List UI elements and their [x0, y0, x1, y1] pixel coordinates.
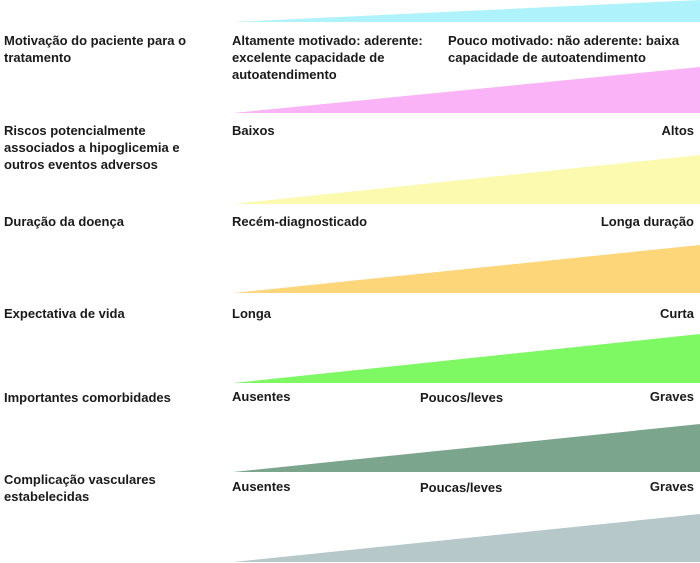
factor-disease-duration: Duração da doença: [4, 214, 124, 229]
wedge-motivation: [233, 0, 700, 22]
scale-left-hypoglycemia-risk: Baixos: [232, 123, 275, 138]
factor-vascular-complications: Complicação vasculares estabelecidas: [4, 472, 156, 504]
scale-left-disease-duration: Recém-diagnosticado: [232, 214, 368, 229]
factor-comorbidities: Importantes comorbidades: [4, 390, 171, 405]
scale-mid-comorbidities: Poucos/leves: [420, 390, 504, 405]
scale-left-life-expectancy: Longa: [232, 306, 271, 321]
wedge-disease-duration: [233, 155, 700, 204]
wedge-comorbidities: [233, 334, 700, 383]
scale-right-life-expectancy: Curta: [660, 306, 694, 321]
scale-right-comorbidities: Graves: [649, 389, 694, 404]
wedge-life-expectancy: [233, 245, 700, 293]
scale-left-comorbidities: Ausentes: [232, 389, 291, 404]
factor-hypoglycemia-risk: Riscos potencialmente associados a hipoglicemia e outros eventos adversos: [4, 123, 180, 172]
scale-left-vascular-complications: Ausentes: [232, 479, 291, 494]
factor-life-expectancy: Expectativa de vida: [4, 306, 125, 321]
scale-right-hypoglycemia-risk: Altos: [661, 123, 694, 138]
scale-right-motivation: Pouco motivado: não aderente: baixa capacidade de autoatendimento: [448, 33, 680, 65]
scale-mid-vascular-complications: Poucas/leves: [420, 480, 503, 495]
scale-left-motivation: Altamente motivado: aderente: excelente capacidade de autoatendimento: [232, 33, 423, 82]
wedge-vascular-complications: [233, 424, 700, 472]
factor-motivation: Motivação do paciente para o tratamento: [4, 33, 187, 65]
scale-right-vascular-complications: Graves: [649, 479, 694, 494]
scale-right-disease-duration: Longa duração: [600, 214, 694, 229]
wedge-extra: [233, 514, 700, 562]
